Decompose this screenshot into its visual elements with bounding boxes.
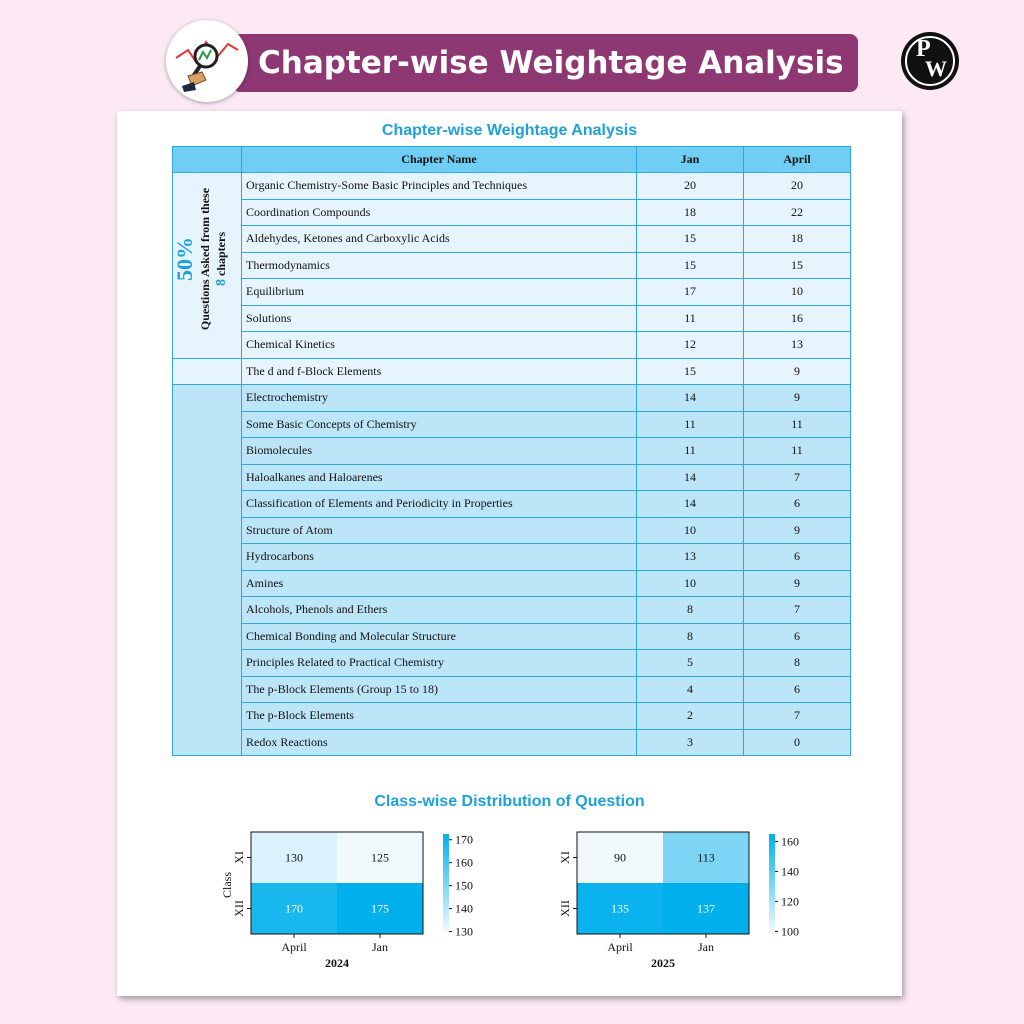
table-row [173, 491, 851, 518]
jan-cell: 14 [637, 385, 744, 412]
april-header: April [744, 147, 851, 173]
april-cell: 6 [744, 491, 851, 518]
jan-cell: 4 [637, 676, 744, 703]
pw-logo-p: P [916, 36, 931, 62]
table-row [173, 252, 851, 279]
table-row [173, 438, 851, 465]
jan-cell: 14 [637, 491, 744, 518]
jan-cell: 8 [637, 623, 744, 650]
heatmap-2024 [209, 826, 473, 981]
chapter-name-cell: Hydrocarbons [242, 544, 637, 571]
april-cell: 6 [744, 623, 851, 650]
table-row [173, 570, 851, 597]
side-percent: 50% [172, 237, 197, 281]
chapter-name-cell: Alcohols, Phenols and Ethers [242, 597, 637, 624]
april-cell: 11 [744, 411, 851, 438]
table-row [173, 676, 851, 703]
x-tick-label: April [281, 940, 307, 954]
heatmap-cell-value: 137 [697, 901, 715, 916]
chapter-name-cell: Some Basic Concepts of Chemistry [242, 411, 637, 438]
colorbar [769, 834, 775, 932]
chapter-name-cell: Redox Reactions [242, 729, 637, 756]
jan-cell: 11 [637, 411, 744, 438]
april-cell: 7 [744, 464, 851, 491]
april-cell: 10 [744, 279, 851, 306]
jan-cell: 11 [637, 438, 744, 465]
april-cell: 7 [744, 703, 851, 730]
april-cell: 0 [744, 729, 851, 756]
colorbar-tick-label: 160 [455, 855, 473, 870]
colorbar-tick-label: 160 [781, 834, 799, 849]
jan-cell: 5 [637, 650, 744, 677]
chapter-name-cell: Chemical Kinetics [242, 332, 637, 359]
jan-header: Jan [637, 147, 744, 173]
jan-cell: 8 [637, 597, 744, 624]
april-cell: 8 [744, 650, 851, 677]
y-tick-label: XI [232, 851, 246, 864]
heatmap-cell-value: 135 [611, 901, 629, 916]
heatmap-cell-value: 113 [697, 850, 715, 865]
table-row [173, 650, 851, 677]
jan-cell: 3 [637, 729, 744, 756]
table-row [173, 464, 851, 491]
jan-cell: 2 [637, 703, 744, 730]
pw-logo [901, 32, 959, 90]
chapter-name-cell: Coordination Compounds [242, 199, 637, 226]
april-cell: 18 [744, 226, 851, 253]
chapter-name-cell: Organic Chemistry-Some Basic Principles and Techniques [242, 173, 637, 200]
april-cell: 9 [744, 385, 851, 412]
jan-cell: 12 [637, 332, 744, 359]
chapter-name-cell: The d and f-Block Elements [242, 358, 637, 385]
chapter-name-cell: Biomolecules [242, 438, 637, 465]
table-row [173, 729, 851, 756]
colorbar-tick-label: 120 [781, 894, 799, 909]
jan-cell: 11 [637, 305, 744, 332]
table-row [173, 623, 851, 650]
april-cell: 16 [744, 305, 851, 332]
chapter-name-cell: The p-Block Elements (Group 15 to 18) [242, 676, 637, 703]
april-cell: 6 [744, 544, 851, 571]
side-label [173, 167, 241, 351]
chapter-name-cell: Classification of Elements and Periodicity in Properties [242, 491, 637, 518]
heatmap-cell-value: 175 [371, 901, 389, 916]
chapter-name-cell: Electrochemistry [242, 385, 637, 412]
analysis-icon [166, 20, 248, 102]
april-cell: 11 [744, 438, 851, 465]
april-cell: 9 [744, 570, 851, 597]
colorbar-tick-label: 140 [455, 901, 473, 916]
table-row [173, 517, 851, 544]
table-row [173, 199, 851, 226]
jan-cell: 15 [637, 358, 744, 385]
y-tick-label: XII [558, 900, 572, 917]
chapter-name-cell: Aldehydes, Ketones and Carboxylic Acids [242, 226, 637, 253]
x-axis-label: 2024 [325, 956, 349, 970]
side-line2: Questions Asked from these [198, 187, 212, 331]
table-title: Chapter-wise Weightage Analysis [381, 122, 638, 139]
jan-cell: 15 [637, 226, 744, 253]
x-tick-label: Jan [372, 940, 388, 954]
jan-cell: 20 [637, 173, 744, 200]
colorbar-tick-label: 100 [781, 924, 799, 939]
table-row [173, 173, 851, 200]
table-row [173, 279, 851, 306]
table-row [173, 385, 851, 412]
colorbar-tick-label: 170 [455, 832, 473, 847]
jan-cell: 10 [637, 517, 744, 544]
chapter-name-cell: The p-Block Elements [242, 703, 637, 730]
page-title: Chapter-wise Weightage Analysis [258, 45, 844, 81]
table-row [173, 544, 851, 571]
x-axis-label: 2025 [651, 956, 675, 970]
colorbar-tick-label: 140 [781, 864, 799, 879]
chapter-name-cell: Thermodynamics [242, 252, 637, 279]
chapter-name-cell: Solutions [242, 305, 637, 332]
april-cell: 20 [744, 173, 851, 200]
table-row [173, 226, 851, 253]
side-count: 8 [214, 279, 229, 286]
april-cell: 6 [744, 676, 851, 703]
april-cell: 9 [744, 358, 851, 385]
side-line3: chapters [214, 232, 228, 276]
chapter-name-cell: Amines [242, 570, 637, 597]
pw-logo-w: W [925, 56, 947, 81]
y-tick-label: XI [558, 851, 572, 864]
april-cell: 9 [744, 517, 851, 544]
table-row [173, 597, 851, 624]
table-row [173, 305, 851, 332]
heatmap-cell-value: 170 [285, 901, 303, 916]
heatmap-cell-value: 125 [371, 850, 389, 865]
table-row [173, 411, 851, 438]
chapter-name-cell: Equilibrium [242, 279, 637, 306]
table-row [173, 332, 851, 359]
title-banner [232, 34, 858, 92]
fifty-percent-side-cell [173, 173, 242, 359]
april-cell: 15 [744, 252, 851, 279]
jan-cell: 13 [637, 544, 744, 571]
x-tick-label: Jan [698, 940, 714, 954]
jan-cell: 14 [637, 464, 744, 491]
chapter-name-cell: Principles Related to Practical Chemistry [242, 650, 637, 677]
weightage-table [172, 146, 851, 756]
y-axis-label: Class [220, 871, 234, 899]
chapter-name-cell: Structure of Atom [242, 517, 637, 544]
side-cell [173, 358, 242, 385]
colorbar-tick-label: 150 [455, 878, 473, 893]
chapter-name-header: Chapter Name [242, 147, 637, 173]
chapter-name-cell: Haloalkanes and Haloarenes [242, 464, 637, 491]
jan-cell: 15 [637, 252, 744, 279]
heatmap-cell-value: 90 [614, 850, 626, 865]
content-card [117, 111, 902, 996]
april-cell: 22 [744, 199, 851, 226]
colorbar-tick-label: 130 [455, 924, 473, 939]
heatmap-2025 [535, 826, 799, 981]
chapter-name-cell: Chemical Bonding and Molecular Structure [242, 623, 637, 650]
side-cell [173, 385, 242, 756]
table-row [173, 358, 851, 385]
table-row [173, 703, 851, 730]
april-cell: 13 [744, 332, 851, 359]
april-cell: 7 [744, 597, 851, 624]
heatmap-cell-value: 130 [285, 850, 303, 865]
colorbar [443, 834, 449, 932]
x-tick-label: April [607, 940, 633, 954]
distribution-title: Class-wise Distribution of Question [374, 793, 645, 810]
jan-cell: 10 [637, 570, 744, 597]
jan-cell: 17 [637, 279, 744, 306]
y-tick-label: XII [232, 900, 246, 917]
jan-cell: 18 [637, 199, 744, 226]
